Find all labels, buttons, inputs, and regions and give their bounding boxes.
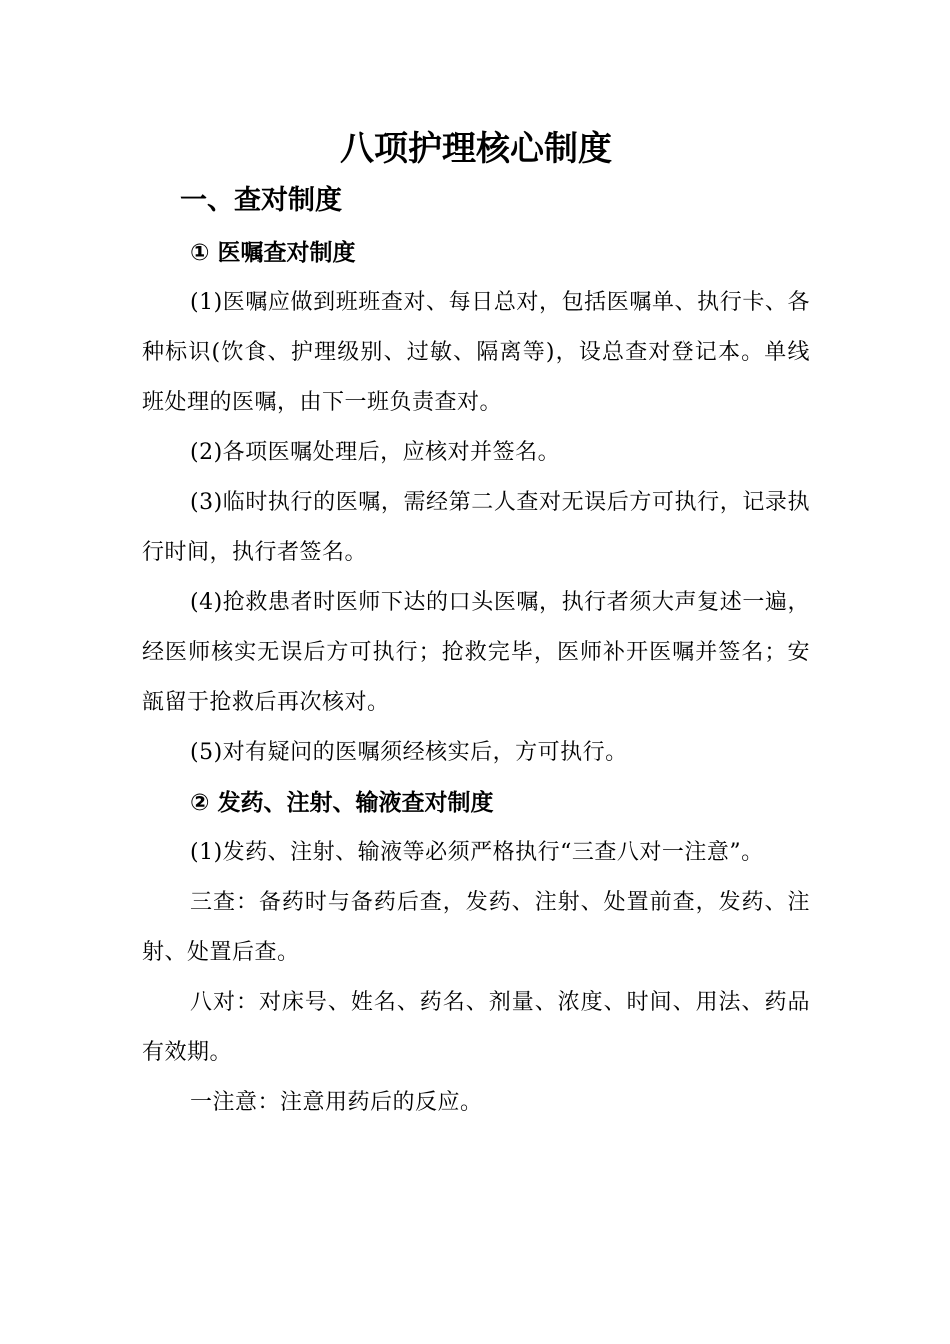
- paragraph: 一注意：注意用药后的反应。: [190, 1090, 483, 1115]
- subsection-heading-order-check: ① 医嘱查对制度: [190, 240, 356, 266]
- paragraph: (5)对有疑问的医嘱须经核实后，方可执行。: [190, 740, 628, 765]
- document-title: 八项护理核心制度: [340, 129, 612, 169]
- paragraph: (2)各项医嘱处理后，应核对并签名。: [190, 440, 561, 465]
- paragraph: (1)医嘱应做到班班查对、每日总对，包括医嘱单、执行卡、各种标识(饮食、护理级别、过敏、隔离等)，设总查对登记本。单线班处理的医嘱，由下一班负责查对。: [142, 290, 810, 415]
- section-heading-check-system: 一、查对制度: [180, 185, 342, 216]
- paragraph: (4)抢救患者时医师下达的口头医嘱，执行者须大声复述一遍，经医师核实无误后方可执行；抢救完毕，医师补开医嘱并签名；安瓿留于抢救后再次核对。: [142, 590, 810, 715]
- paragraph: 八对：对床号、姓名、药名、剂量、浓度、时间、用法、药品有效期。: [142, 990, 810, 1065]
- paragraph: (1)发药、注射、输液等必须严格执行“三查八对一注意”。: [190, 840, 764, 865]
- document-page: [142, 120, 810, 1128]
- paragraph: 三查：备药时与备药后查，发药、注射、处置前查，发药、注射、处置后查。: [142, 890, 810, 965]
- subsection-heading-medication-check: ② 发药、注射、输液查对制度: [190, 790, 494, 816]
- paragraph: (3)临时执行的医嘱，需经第二人查对无误后方可执行，记录执行时间，执行者签名。: [142, 490, 810, 565]
